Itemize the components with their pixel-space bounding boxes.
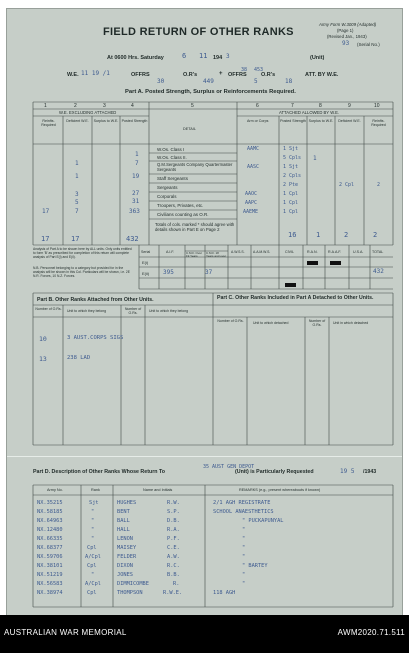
row-c2: 7 (75, 208, 79, 215)
analysis-header: R.A.N. (307, 250, 318, 254)
remarks: " (242, 536, 246, 542)
row-c7: 1 Cpl (283, 209, 299, 215)
row-c7: 1 Sjt (283, 146, 299, 152)
part-b-header: Number of O.Rs. (124, 307, 142, 315)
col-number: 9 (348, 103, 351, 109)
form-ref-line-1: Army Form W.3009 (Adapted) (319, 22, 377, 27)
remarks: " (242, 572, 246, 578)
col-header: Reinfts. Required (41, 119, 56, 127)
army-no: NX.38974 (37, 590, 63, 596)
remarks: " (242, 581, 246, 587)
rank: A/Cpl (85, 581, 101, 587)
army-no: NX.64963 (37, 518, 63, 524)
part-d-title-end: (Unit) is Particularly Requested (235, 469, 314, 475)
surname: DIXON (117, 563, 133, 569)
analysis-header: R.A.A.F. (328, 250, 342, 254)
rank: " (91, 536, 95, 542)
part-c-header: Number of O.Rs. (308, 319, 326, 327)
analysis-serial: E(i) (142, 260, 149, 265)
surname: MAISEY (117, 545, 137, 551)
remarks: " (242, 545, 246, 551)
row-detail: Civilians counting as O.R. (157, 212, 209, 217)
col-number: 7 (291, 103, 294, 109)
army-no: NX.66335 (37, 536, 63, 542)
col-header: Surplus to W.E. (308, 119, 334, 123)
att-label: ATT. BY W.E. (305, 72, 339, 78)
form-paper (6, 8, 403, 616)
part-d-year: /1943 (363, 469, 377, 475)
part-d-header: Name and Initials (143, 488, 173, 492)
row-c7: 2 Cpls (283, 173, 302, 179)
col-header: Reinfts. Required (371, 119, 386, 127)
row-arm: AAPC (245, 200, 258, 206)
row-c4: 363 (129, 208, 140, 215)
row-c4: 31 (132, 198, 140, 205)
col-header: Surplus to W.E. (93, 119, 119, 123)
row-detail: W.Os. Class I (157, 147, 185, 152)
analysis-header: TOTAL (372, 250, 384, 254)
plus-sign: + (219, 71, 223, 77)
part-b-header: Number of O.Rs. (35, 307, 62, 311)
day-value: 6 (182, 52, 187, 60)
surname: FELDER (117, 554, 137, 560)
offrs-label: OFFRS (131, 72, 150, 78)
part-d-header: Rank (91, 488, 100, 492)
part-d-grid (7, 9, 402, 615)
remarks: " BARTEY (242, 563, 268, 569)
part-b-title: Part B. Other Ranks Attached from Other Units. (37, 297, 154, 303)
form-ref-line-3: (Revised Jan., 1943) (327, 34, 367, 39)
offrs-value: 30 (157, 78, 165, 85)
analysis-total: 432 (373, 268, 384, 275)
col-number: 3 (103, 103, 106, 109)
col-header: Deficient W.E. (66, 119, 89, 123)
row-detail: Q.M.Sergeants Company Quartermaster Sergeants (157, 162, 233, 172)
unit-label: (Unit) (310, 55, 325, 61)
row-detail: Troopers, Privates, etc. (157, 203, 204, 208)
initials: R.A. (167, 527, 180, 533)
army-no: NX.58185 (37, 509, 63, 515)
rank: " (91, 572, 95, 578)
rank: " (91, 509, 95, 515)
top-right-num-1: 453 (254, 67, 264, 73)
part-b-num: 13 (39, 355, 47, 363)
part-b-header: Unit to which they belong (67, 309, 107, 313)
initials: B.B. (167, 572, 180, 578)
we-label: W.E. (67, 72, 79, 78)
col-number: 4 (131, 103, 134, 109)
surname: BALL (117, 518, 130, 524)
footer-bar (0, 615, 409, 653)
row-c1: 17 (42, 208, 50, 215)
top-right-num-2: 38 (241, 67, 248, 73)
surname: JONES (117, 572, 133, 578)
part-b-header: Unit to which they belong (149, 309, 189, 313)
analysis-note-1: Analysis of Part A to be shown here by ALL units. Only units entitled to form 'B' as prescribed for completion of this return will complete analysis of Part E(i) and E(ii). (33, 247, 132, 259)
row-detail: Staff Sergeants (157, 176, 188, 181)
surname: HUGHES (117, 500, 137, 506)
serial-label: (Serial No.) (357, 42, 380, 47)
row-c9: 2 Cpl (339, 182, 355, 188)
row-c2: 5 (75, 199, 79, 206)
row-c2: 1 (75, 173, 79, 180)
army-no: NX.38101 (37, 563, 63, 569)
total-c8: 1 (316, 231, 321, 239)
analysis-header: CIVIL (285, 250, 294, 254)
form-title: FIELD RETURN OF OTHER RANKS (103, 26, 294, 38)
initials: P.F. (167, 536, 180, 542)
row-c4: 7 (135, 160, 139, 167)
offrs2-value: 5 (254, 78, 258, 85)
initials: R. (173, 581, 180, 587)
total-c1: 17 (41, 235, 50, 243)
analysis-serial: E(ii) (142, 271, 150, 276)
group-right-header: ATTACHED ALLOWED BY W.E. (279, 110, 340, 115)
row-c7: 1 Cpl (283, 191, 299, 197)
remarks: SCHOOL ANAESTHETICS (213, 509, 274, 515)
total-c4: 432 (126, 235, 139, 243)
surname: LENON (117, 536, 133, 542)
initials: R.W.E. (163, 590, 183, 596)
part-c-header: Unit in which detached (333, 321, 369, 325)
initials: A.W. (167, 554, 180, 560)
surname: THOMPSON (117, 590, 143, 596)
analysis-cmf: 37 (205, 269, 213, 276)
row-c7: 1 Cpl (283, 200, 299, 206)
form-ref-line-2: (Page 1) (337, 28, 354, 33)
surname: DIMMICOMBE (117, 581, 149, 587)
group-left-header: W.E. EXCLUDING ATTACHED (59, 110, 117, 115)
ors2-value: 18 (285, 78, 293, 85)
analysis-header: Serial (141, 250, 151, 254)
ors2-label: O.R's (261, 72, 276, 78)
part-d-header: Army No. (47, 488, 63, 492)
remarks: " (242, 554, 246, 560)
part-c-header: Number of O.Rs. (217, 319, 244, 323)
col-number: 10 (374, 103, 380, 109)
total-c7: 16 (288, 231, 297, 239)
col-number: 1 (44, 103, 47, 109)
remarks: " PUCKAPUNYAL (242, 518, 284, 524)
serial-value: 93 (342, 40, 350, 47)
initials: R.W. (167, 500, 180, 506)
ors-label: O.R's (183, 72, 198, 78)
row-detail: Sergeants (157, 185, 178, 190)
row-c10: 2 (377, 182, 381, 188)
totals-detail: Totals of cols. marked * should agree with details shown in Part E on Page 2 (155, 222, 235, 232)
army-no: NX.35215 (37, 500, 63, 506)
part-b-num: 10 (39, 335, 47, 343)
col-number: 5 (191, 103, 194, 109)
part-d-date: 19 5 (340, 468, 355, 475)
rank: Cpl (87, 545, 97, 551)
army-no: NX.59706 (37, 554, 63, 560)
part-d-header: REMARKS (e.g., present whereabouts if known) (239, 488, 321, 492)
footer-source: AUSTRALIAN WAR MEMORIAL (4, 628, 127, 637)
row-c4: 19 (132, 173, 140, 180)
surname: HALL (117, 527, 130, 533)
col-number: 8 (319, 103, 322, 109)
rank: Cpl (87, 590, 97, 596)
col-header: Posted Strength (121, 119, 148, 123)
initials: D.B. (167, 518, 180, 524)
row-c7: 1 Sjt (283, 164, 299, 170)
analysis-header: C.M.F. Over 19 Years (186, 251, 203, 259)
total-c9: 2 (344, 231, 349, 239)
col-header: Arm or Corps (247, 119, 269, 123)
row-arm: AAMC (247, 146, 260, 152)
month-value: 11 (199, 52, 208, 60)
surname: BENT (117, 509, 130, 515)
we-value: 11 19 /1 (81, 70, 110, 77)
total-c2: 17 (71, 235, 80, 243)
row-c2: 1 (75, 160, 79, 167)
col-header: Posted Strength (280, 119, 306, 123)
initials: C.E. (167, 545, 180, 551)
army-no: NX.68377 (37, 545, 63, 551)
rank: A/Cpl (85, 554, 101, 560)
army-no: NX.51219 (37, 572, 63, 578)
analysis-note-2: N.B. Personnel belonging to a category but provided for in the analysis will be shown in this Col. Particulars will be shown, i.e. 2E N.R. Forces, 10 N.Z. Forces. (33, 266, 130, 278)
part-a-title: Part A. Posted Strength, Surplus or Reinforcements Required. (125, 89, 296, 95)
analysis-header: A.A.M.W.S. (253, 250, 271, 254)
col-number: 2 (74, 103, 77, 109)
footer-catalog-id: AWM2020.71.511 (337, 628, 405, 637)
row-c2: 3 (75, 191, 79, 198)
remarks: 118 AGH (213, 590, 236, 596)
part-d-title: Part D. Description of Other Ranks Whose Return To (33, 469, 166, 475)
initials: S.P. (167, 509, 180, 515)
rank: Sjt (89, 500, 99, 506)
row-detail: Corporals (157, 194, 177, 199)
part-c-header: Unit to which detached (253, 321, 289, 325)
row-c4: 1 (135, 151, 139, 158)
row-arm: AAOC (245, 191, 258, 197)
total-c10: 2 (373, 231, 378, 239)
part-c-title: Part C. Other Ranks Included in Part A Detached to Other Units. (217, 295, 374, 301)
part-d-unit: 35 AUST GEN DEPOT (203, 464, 255, 470)
rank: Cpl (87, 563, 97, 569)
row-arm: AASC (247, 164, 260, 170)
part-b-unit: 238 LAD (67, 355, 91, 361)
army-no: NX.56583 (37, 581, 63, 587)
analysis-header: C.M.F. 18 Years and over (206, 251, 227, 259)
initials: R.C. (167, 563, 180, 569)
remarks: 2/1 AGH REGISTRATE (213, 500, 271, 506)
row-c4: 27 (132, 190, 140, 197)
at-line: At 0600 Hrs. Saturday (107, 55, 164, 61)
part-b-unit: 3 AUST.CORPS SIGS (67, 335, 124, 341)
year-prefix: 194 (213, 55, 223, 61)
offrs2-label: OFFRS (228, 72, 247, 78)
remarks: " (242, 527, 246, 533)
col-number: 6 (256, 103, 259, 109)
analysis-header: A.I.F. (166, 250, 175, 254)
ors-value: 449 (203, 78, 214, 85)
row-arm: AAEME (243, 209, 259, 215)
analysis-aif: 395 (163, 269, 174, 276)
col-header: Deficient W.E. (338, 119, 361, 123)
row-c7: 5 Cpls (283, 155, 302, 161)
analysis-header: U.S.A. (353, 250, 364, 254)
row-c7: 2 Pte (283, 182, 299, 188)
year-value: 3 (226, 53, 230, 60)
row-c8: 1 (313, 155, 317, 162)
rank: " (91, 527, 95, 533)
army-no: NX.12480 (37, 527, 63, 533)
analysis-header: A.W.S.S. (231, 250, 245, 254)
rank: " (91, 518, 95, 524)
row-detail: W.Os. Class II. (157, 155, 187, 160)
col-header: DETAIL (183, 127, 197, 131)
